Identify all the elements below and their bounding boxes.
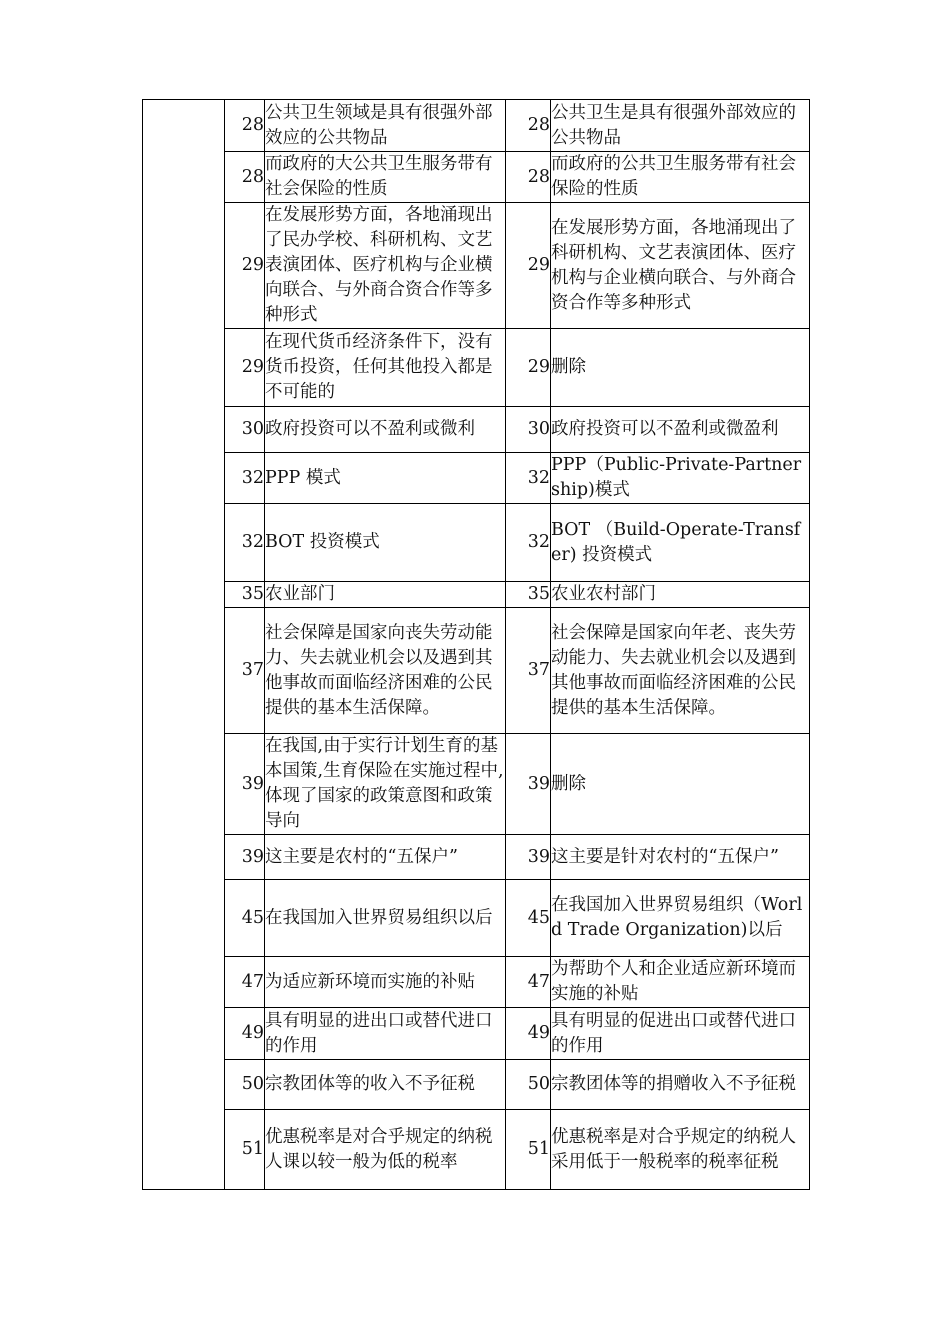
table-row [143,957,810,1008]
revised-text: 这主要是针对农村的“五保户” [551,835,810,880]
revised-text: 删除 [551,329,810,407]
original-page-number: 37 [225,608,265,734]
revised-text: 社会保障是国家向年老、丧失劳动能力、失去就业机会以及遇到其他事故而面临经济困难的公民提供的基本生活保障。 [551,608,810,734]
revised-page-number: 37 [506,608,551,734]
original-text: 公共卫生领域是具有很强外部效应的公共物品 [265,100,506,152]
section-label-cell [143,100,225,1190]
table-row [143,152,810,203]
errata-table [142,99,810,1190]
revised-page-number: 47 [506,957,551,1008]
revised-text: 而政府的公共卫生服务带有社会保险的性质 [551,152,810,203]
revised-text: 在发展形势方面，各地涌现出了科研机构、文艺表演团体、医疗机构与企业横向联合、与外商合资合作等多种形式 [551,203,810,329]
revised-page-number: 32 [506,453,551,504]
original-text: 在发展形势方面，各地涌现出了民办学校、科研机构、文艺表演团体、医疗机构与企业横向联合、与外商合资合作等多种形式 [265,203,506,329]
revised-text: 农业农村部门 [551,582,810,608]
original-text: 为适应新环境而实施的补贴 [265,957,506,1008]
table-row [143,1110,810,1190]
table-row [143,835,810,880]
table-row [143,407,810,453]
revised-page-number: 29 [506,203,551,329]
table-row [143,582,810,608]
revised-text: 政府投资可以不盈利或微盈利 [551,407,810,453]
original-page-number: 29 [225,203,265,329]
original-text: 在现代货币经济条件下，没有货币投资，任何其他投入都是不可能的 [265,329,506,407]
original-text: 在我国,由于实行计划生育的基本国策,生育保险在实施过程中,体现了国家的政策意图和政策导向 [265,734,506,835]
revised-page-number: 49 [506,1008,551,1060]
table-row [143,880,810,957]
original-text: 这主要是农村的“五保户” [265,835,506,880]
original-page-number: 28 [225,100,265,152]
original-page-number: 28 [225,152,265,203]
revised-text: 宗教团体等的捐赠收入不予征税 [551,1060,810,1110]
revised-page-number: 35 [506,582,551,608]
table-row [143,504,810,582]
revised-page-number: 28 [506,152,551,203]
table-row [143,203,810,329]
table-row [143,453,810,504]
revised-page-number: 30 [506,407,551,453]
original-page-number: 47 [225,957,265,1008]
original-text: PPP 模式 [265,453,506,504]
original-page-number: 32 [225,453,265,504]
original-page-number: 35 [225,582,265,608]
revised-page-number: 29 [506,329,551,407]
original-text: 具有明显的进出口或替代进口的作用 [265,1008,506,1060]
original-page-number: 32 [225,504,265,582]
revised-page-number: 32 [506,504,551,582]
table-row [143,734,810,835]
revised-page-number: 28 [506,100,551,152]
original-page-number: 29 [225,329,265,407]
revised-text: 在我国加入世界贸易组织（World Trade Organization)以后 [551,880,810,957]
revised-text: PPP（Public-Private-Partnership)模式 [551,453,810,504]
revised-text: 公共卫生是具有很强外部效应的公共物品 [551,100,810,152]
original-page-number: 50 [225,1060,265,1110]
original-text: 宗教团体等的收入不予征税 [265,1060,506,1110]
revised-page-number: 39 [506,835,551,880]
original-text: 优惠税率是对合乎规定的纳税人课以较一般为低的税率 [265,1110,506,1190]
original-page-number: 39 [225,835,265,880]
table-row [143,329,810,407]
revised-text: 优惠税率是对合乎规定的纳税人采用低于一般税率的税率征税 [551,1110,810,1190]
table-row [143,1060,810,1110]
revised-text: 具有明显的促进出口或替代进口的作用 [551,1008,810,1060]
table-row [143,608,810,734]
original-text: 农业部门 [265,582,506,608]
revised-page-number: 51 [506,1110,551,1190]
original-page-number: 45 [225,880,265,957]
original-page-number: 51 [225,1110,265,1190]
revised-text: 删除 [551,734,810,835]
original-page-number: 49 [225,1008,265,1060]
original-text: 政府投资可以不盈利或微利 [265,407,506,453]
original-page-number: 39 [225,734,265,835]
original-text: 在我国加入世界贸易组织以后 [265,880,506,957]
revised-text: BOT （Build-Operate-Transfer) 投资模式 [551,504,810,582]
table-row [143,1008,810,1060]
revised-text: 为帮助个人和企业适应新环境而实施的补贴 [551,957,810,1008]
original-text: 社会保障是国家向丧失劳动能力、失去就业机会以及遇到其他事故而面临经济困难的公民提供的基本生活保障。 [265,608,506,734]
revised-page-number: 50 [506,1060,551,1110]
revised-page-number: 45 [506,880,551,957]
original-page-number: 30 [225,407,265,453]
original-text: 而政府的大公共卫生服务带有社会保险的性质 [265,152,506,203]
revised-page-number: 39 [506,734,551,835]
original-text: BOT 投资模式 [265,504,506,582]
table-row [143,100,810,152]
